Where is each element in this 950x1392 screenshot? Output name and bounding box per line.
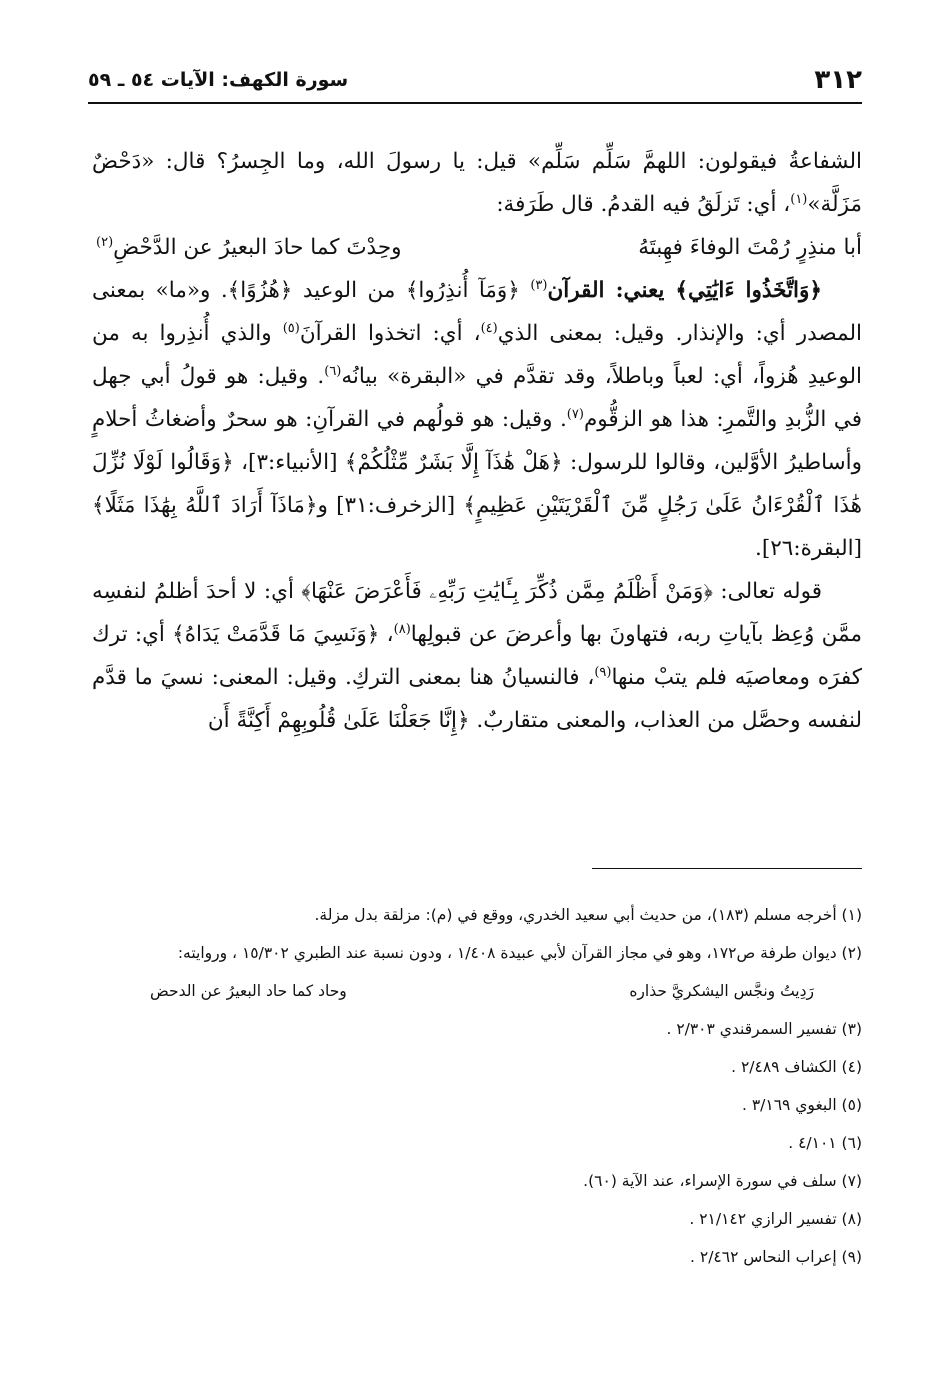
text-run: . وقيل: هو قولُ أبي جهل في الزُّبدِ والتَّمرِ: هذا هو الزقُّوم [92,364,862,432]
text-run: الشفاعةُ فيقولون: اللهمَّ سَلِّم سَلِّم» قيل: يا رسولَ الله، وما الجِسرُ؟ قال: «دَحْضٌ مَزَلَّة» [92,149,862,217]
footnote-ref-3: (٣) [530,277,548,293]
text-run: وحِدْتَ كما حادَ البعيرُ عن الدَّحْضِ [113,235,402,260]
footnote-6: (٦) ٤/١٠١ . [788,1134,862,1152]
footnote-3: (٣) تفسير السمرقندي ٢/٣٠٣ . [666,1020,862,1038]
main-text [92,140,862,742]
footnote-verse-right: رَدِيتُ ونجَّس اليشكريَّ حذاره [629,982,814,1000]
footnote-ref-7: (٧) [566,406,584,422]
footnote-4: (٤) الكشاف ٢/٤٨٩ . [731,1058,862,1076]
verse-hemistich-left [96,226,402,269]
text-run: . وقيل: هو قولُهم في القرآنِ: هو سحرٌ وأضغاثُ أحلامٍ وأساطيرُ الأوَّلين، وقالوا للرسول: ﴿هَلْ هَٰذَآ إِلَّا بَشَرٌ مِّثْلُكُمْ﴾ [الأنبياء:٣]، ﴿وَقَالُوا لَوْلَا نُزِّلَ هَٰذَا ٱلْقُرْءَانُ عَلَىٰ رَجُلٍ مِّنَ ٱلْقَرْيَتَيْنِ عَظِيمٍ﴾ [الزخرف:٣١] و﴿مَاذَآ أَرَادَ ٱللَّهُ بِهَٰذَا مَثَلًا﴾ [البقرة:٢٦]. [92,407,862,561]
footnote-2-verse [90,972,862,1010]
text-run: ، فالنسيانُ هنا بمعنى التركِ. وقيل: المعنى: نسيَ ما قدَّم لنفسه وحصَّل من العذاب، والمعنى متقاربٌ. ﴿إِنَّا جَعَلْنَا عَلَىٰ قُلُوبِهِمْ أَكِنَّةً أَن [92,665,862,733]
footnote-ref-8: (٨) [393,621,411,637]
footnote-ref-2: (٢) [96,234,114,250]
text-run: والذي أُنذِروا به من الوعيدِ هُزواً، أي: لعباً وباطلاً، وقد تقدَّم في «البقرة» بيانُه [92,321,862,389]
header-divider [88,102,862,104]
footnote-7: (٧) سلف في سورة الإسراء، عند الآية (٦٠). [583,1172,862,1190]
running-head: سورة الكهف: الآيات ٥٤ ـ ٥٩ [88,69,349,91]
text-run: ﴿وَاتَّخَذُوا ءَايَٰتِي﴾ يعني: القرآن [547,278,822,303]
footnotes [90,896,862,1276]
footnote-ref-1: (١) [790,191,808,207]
text-run: ، أي: تَزلَقُ فيه القدمُ. قال طَرَفة: [496,192,791,217]
footnote-2: (٢) ديوان طرفة ص١٧٢، وهو في مجاز القرآن لأبي عبيدة ١/٤٠٨ ، ودون نسبة عند الطبري ١٥/٣٠٢ ، وروايته: [177,944,862,962]
footnote-ref-5: (٥) [282,320,300,336]
poetry-verse [92,226,862,269]
footnote-1: (١) أخرجه مسلم (١٨٣)، من حديث أبي سعيد الخدري، ووقع في (م): مزلقة بدل مزلة. [314,906,862,924]
footnote-divider [592,868,862,869]
paragraph-1 [92,140,862,226]
footnote-ref-9: (٩) [594,664,612,680]
paragraph-2 [92,269,862,570]
footnote-ref-4: (٤) [480,320,498,336]
footnote-verse-left: وحاد كما حاد البعيرُ عن الدحض [150,982,347,1000]
text-run: ، ﴿وَنَسِيَ مَا قَدَّمَتْ يَدَاهُ﴾ أي: ترك كفرَه ومعاصيَه فلم يتبْ منها [92,622,863,690]
footnote-8: (٨) تفسير الرازي ٢١/١٤٢ . [689,1210,862,1228]
paragraph-3 [92,570,862,742]
text-run: ، أي: اتخذوا القرآنَ [299,321,481,346]
footnote-9: (٩) إعراب النحاس ٢/٤٦٢ . [690,1248,862,1266]
text-run: ﴿وَمَآ أُنذِرُوا﴾ من الوعيد ﴿هُزُوًا﴾. و«ما» بمعنى المصدر أي: والإنذار. وقيل: بمعنى الذي [92,278,862,346]
text-run: قوله تعالى: ﴿وَمَنْ أَظْلَمُ مِمَّن ذُكِّرَ بِـَٔايَٰتِ رَبِّهِۦ فَأَعْرَضَ عَنْهَا﴾ أي: لا أحدَ أظلمُ لنفسِه ممَّن وُعِظ بآياتِ ربه، فتهاونَ بها وأعرضَ عن قبولِها [92,579,862,647]
footnote-ref-6: (٦) [324,363,342,379]
footnote-5: (٥) البغوي ٣/١٦٩ . [741,1096,862,1114]
verse-hemistich-right: أبا منذِرٍ رُمْتَ الوفاءَ فهِبتَهُ [638,235,862,260]
page-number: ٣١٢ [814,65,862,95]
page-header [88,62,862,98]
